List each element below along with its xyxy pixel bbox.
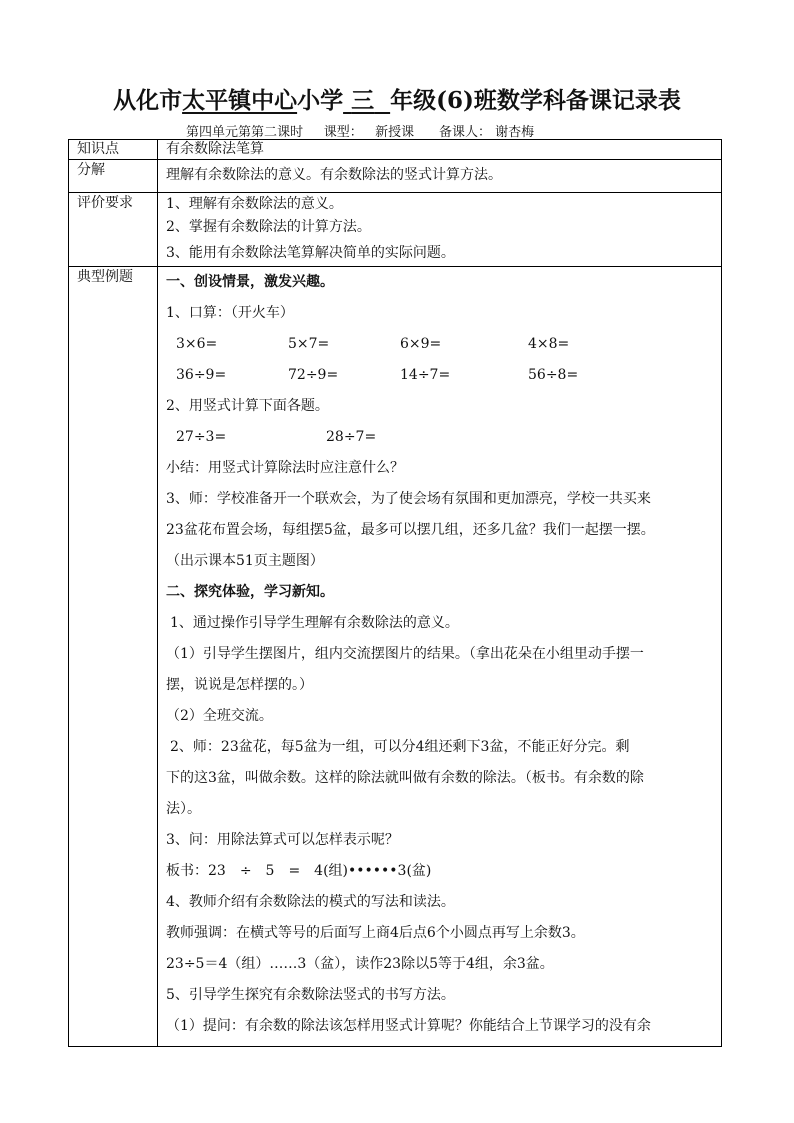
section-heading: 一、创设情景，激发兴趣。 [166, 274, 334, 290]
content-line: 4、教师介绍有余数除法的模式的写法和读法。 [166, 894, 455, 910]
content-line: 23盆花布置会场，每组摆5盆，最多可以摆几组，还多几盆？我们一起摆一摆。 [166, 522, 655, 538]
content-line: 3、师：学校准备开一个联欢会，为了使会场有氛围和更加漂亮，学校一共买来 [166, 491, 651, 507]
value-knowledge-point: 有余数除法笔算 [158, 140, 722, 160]
content-line: （1）引导学生摆图片，组内交流摆图片的结果。（拿出花朵在小组里动手摆一 [166, 646, 644, 662]
content-line: 下的这3盆，叫做余数。这样的除法就叫做有余数的除法。（板书。有余数的除 [166, 770, 644, 786]
content-line: 1、通过操作引导学生理解有余数除法的意义。 [170, 615, 459, 631]
value-breakdown: 理解有余数除法的意义。有余数除法的竖式计算方法。 [158, 160, 722, 193]
vertical-item: 28÷7= [326, 429, 377, 445]
content-line: 5、引导学生探究有余数除法竖式的书写方法。 [166, 987, 455, 1003]
row-typical-examples [69, 267, 722, 1047]
evaluation-item: 3、能用有余数除法笔算解决简单的实际问题。 [166, 245, 455, 261]
mental-math-row [166, 329, 721, 360]
page-title: 从化市太平镇中心小学 三 年级(6)班数学科备课记录表 [113, 87, 681, 114]
label-knowledge-point: 知识点 [69, 140, 158, 160]
label-typical-examples: 典型例题 [69, 267, 158, 1047]
value-evaluation [158, 193, 722, 267]
mental-item: 3×6= [176, 336, 218, 352]
content-line: 教师强调：在横式等号的后面写上商4后点6个小圆点再写上余数3。 [166, 925, 585, 941]
content-line: 小结：用竖式计算除法时应注意什么？ [166, 460, 404, 476]
mental-item: 5×7= [288, 336, 330, 352]
lesson-record-table [68, 139, 722, 1047]
evaluation-item: 1、理解有余数除法的意义。 [166, 196, 343, 212]
mental-item: 72÷9= [288, 367, 339, 383]
row-evaluation [69, 193, 722, 267]
value-typical-examples [158, 267, 722, 1047]
mental-item: 6×9= [400, 336, 442, 352]
content-line: 摆，说说是怎样摆的。） [166, 677, 313, 693]
content-line: 2、师：23盆花，每5盆为一组，可以分4组还剩下3盆，不能正好分完。剩 [170, 739, 630, 755]
content-line: 3、问：用除法算式可以怎样表示呢？ [166, 832, 399, 848]
section-heading: 二、探究体验，学习新知。 [166, 584, 334, 600]
content-line: （1）提问：有余数的除法该怎样用竖式计算呢？你能结合上节课学习的没有余 [166, 1018, 651, 1034]
vertical-calc-row [166, 422, 721, 453]
vertical-item: 27÷3= [176, 429, 227, 445]
mental-item: 14÷7= [400, 367, 451, 383]
label-evaluation: 评价要求 [69, 193, 158, 267]
mental-math-row [166, 360, 721, 391]
label-breakdown: 分解 [69, 160, 158, 193]
content-line: 法）。 [166, 801, 201, 817]
content-line: 1、口算：（开火车） [166, 305, 294, 321]
board-writing: 板书：23 ÷ 5 = 4(组)••••••3(盆) [166, 863, 432, 879]
mental-item: 36÷9= [176, 367, 227, 383]
content-line: （2）全班交流。 [166, 708, 273, 724]
mental-item: 4×8= [528, 336, 570, 352]
content-line: 2、用竖式计算下面各题。 [166, 398, 329, 414]
row-knowledge-point [69, 140, 722, 160]
evaluation-item: 2、掌握有余数除法的计算方法。 [166, 219, 371, 235]
content-line: 23÷5＝4（组）……3（盆），读作23除以5等于4组，余3盆。 [166, 956, 554, 972]
row-breakdown [69, 160, 722, 193]
mental-item: 56÷8= [528, 367, 579, 383]
subtitle-line: 第四单元第第二课时 课型： 新授课 备课人： 谢杏梅 [186, 125, 535, 140]
content-line: （出示课本51页主题图） [166, 553, 324, 569]
